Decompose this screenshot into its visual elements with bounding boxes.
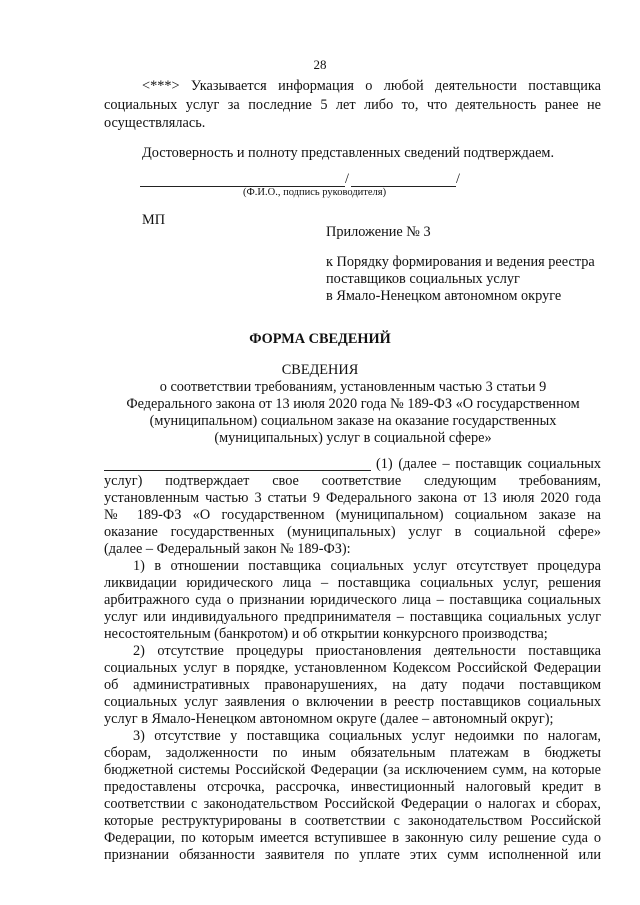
footnote-line: социальных услуг за последние 5 лет либо то, что деятельность ранее не bbox=[104, 97, 601, 113]
intro-line: услуг) подтверждает свое соответствие следующим требованиям, bbox=[104, 473, 601, 489]
page-number: 28 bbox=[313, 57, 327, 72]
item-1-line: ликвидации юридического лица – поставщика социальных услуг, решения bbox=[104, 575, 601, 591]
item-2-line: об административных правонарушениях, на дату подачи поставщиком bbox=[104, 677, 601, 693]
item-2-line: услуг в Ямало-Ненецком автономном округе (далее – автономный округ); bbox=[104, 711, 554, 727]
signature-caption: (Ф.И.О., подпись руководителя) bbox=[243, 187, 387, 198]
footnote-line: осуществлялась. bbox=[104, 115, 206, 131]
appendix-line: в Ямало-Ненецком автономном округе bbox=[326, 288, 562, 304]
intro-line: (1) (далее – поставщик социальных bbox=[376, 456, 601, 472]
item-1-line: арбитражного суда о признании юридического лица – поставщика социальных bbox=[104, 592, 601, 608]
intro-line: (далее – Федеральный закон № 189-ФЗ): bbox=[104, 541, 351, 557]
item-2-line: социальных услуг заявления о включении в реестр поставщиков социальных bbox=[104, 694, 601, 710]
item-1-line: услуг или индивидуального предпринимателя – поставщика социальных услуг bbox=[104, 609, 601, 625]
intro-line: оказание государственных (муниципальных) услуг в социальной сфере» bbox=[104, 524, 601, 540]
item-3-line: признании обязанности заявителя по уплате этих сумм исполненной или bbox=[104, 847, 601, 863]
form-title: ФОРМА СВЕДЕНИЙ bbox=[249, 331, 391, 347]
intro-line: установленным частью 3 статьи 9 Федерального закона от 13 июля 2020 года bbox=[104, 490, 601, 506]
item-3-line: бюджетной системы Российской Федерации (за исключением сумм, на которые bbox=[104, 762, 601, 778]
appendix-title: Приложение № 3 bbox=[326, 224, 431, 240]
signature-separator: / bbox=[456, 171, 460, 187]
stamp-label: МП bbox=[142, 212, 166, 228]
certify-text: Достоверность и полноту представленных сведений подтверждаем. bbox=[142, 145, 555, 161]
item-2-line: 2) отсутствие процедуры приостановления деятельности поставщика bbox=[133, 643, 601, 659]
appendix-line: поставщиков социальных услуг bbox=[326, 271, 520, 287]
appendix-line: к Порядку формирования и ведения реестра bbox=[326, 254, 595, 270]
document-subtitle-line: (муниципальных) услуг в социальной сфере» bbox=[214, 430, 492, 446]
item-1-line: несостоятельным (банкротом) и об открытии конкурсного производства; bbox=[104, 626, 548, 642]
intro-line: № 189-ФЗ «О государственном (муниципальном) социальном заказе на bbox=[104, 507, 601, 523]
item-1-line: 1) в отношении поставщика социальных услуг отсутствует процедура bbox=[133, 558, 601, 574]
document-subtitle-line: Федерального закона от 13 июля 2020 года № 189-ФЗ «О государственном bbox=[126, 396, 580, 412]
item-3-line: соответствии с законодательством Российской Федерации о налогах и сборах, bbox=[104, 796, 601, 812]
signature-separator: / bbox=[345, 171, 349, 187]
document-title: СВЕДЕНИЯ bbox=[281, 362, 359, 378]
item-3-line: которые реструктурированы в соответствии с законодательством Российской bbox=[104, 813, 601, 829]
item-3-line: сборам, задолженности по иным обязательным платежам в бюджеты bbox=[104, 745, 601, 761]
item-2-line: социальных услуг в порядке, установленном Кодексом Российской Федерации bbox=[104, 660, 601, 676]
document-subtitle-line: (муниципальном) социальном заказе на оказание государственных bbox=[149, 413, 557, 429]
provider-name-line bbox=[104, 470, 371, 471]
footnote-line: <***> Указывается информация о любой деятельности поставщика bbox=[142, 78, 601, 94]
item-3-line: предоставлены отсрочка, рассрочка, инвестиционный налоговый кредит в bbox=[104, 779, 601, 795]
item-3-line: Федерации, по которым имеется вступившее в законную силу решение суда о bbox=[104, 830, 601, 846]
document-subtitle-line: о соответствии требованиям, установленным частью 3 статьи 9 bbox=[159, 379, 547, 395]
item-3-line: 3) отсутствие у поставщика социальных услуг недоимки по налогам, bbox=[133, 728, 601, 744]
